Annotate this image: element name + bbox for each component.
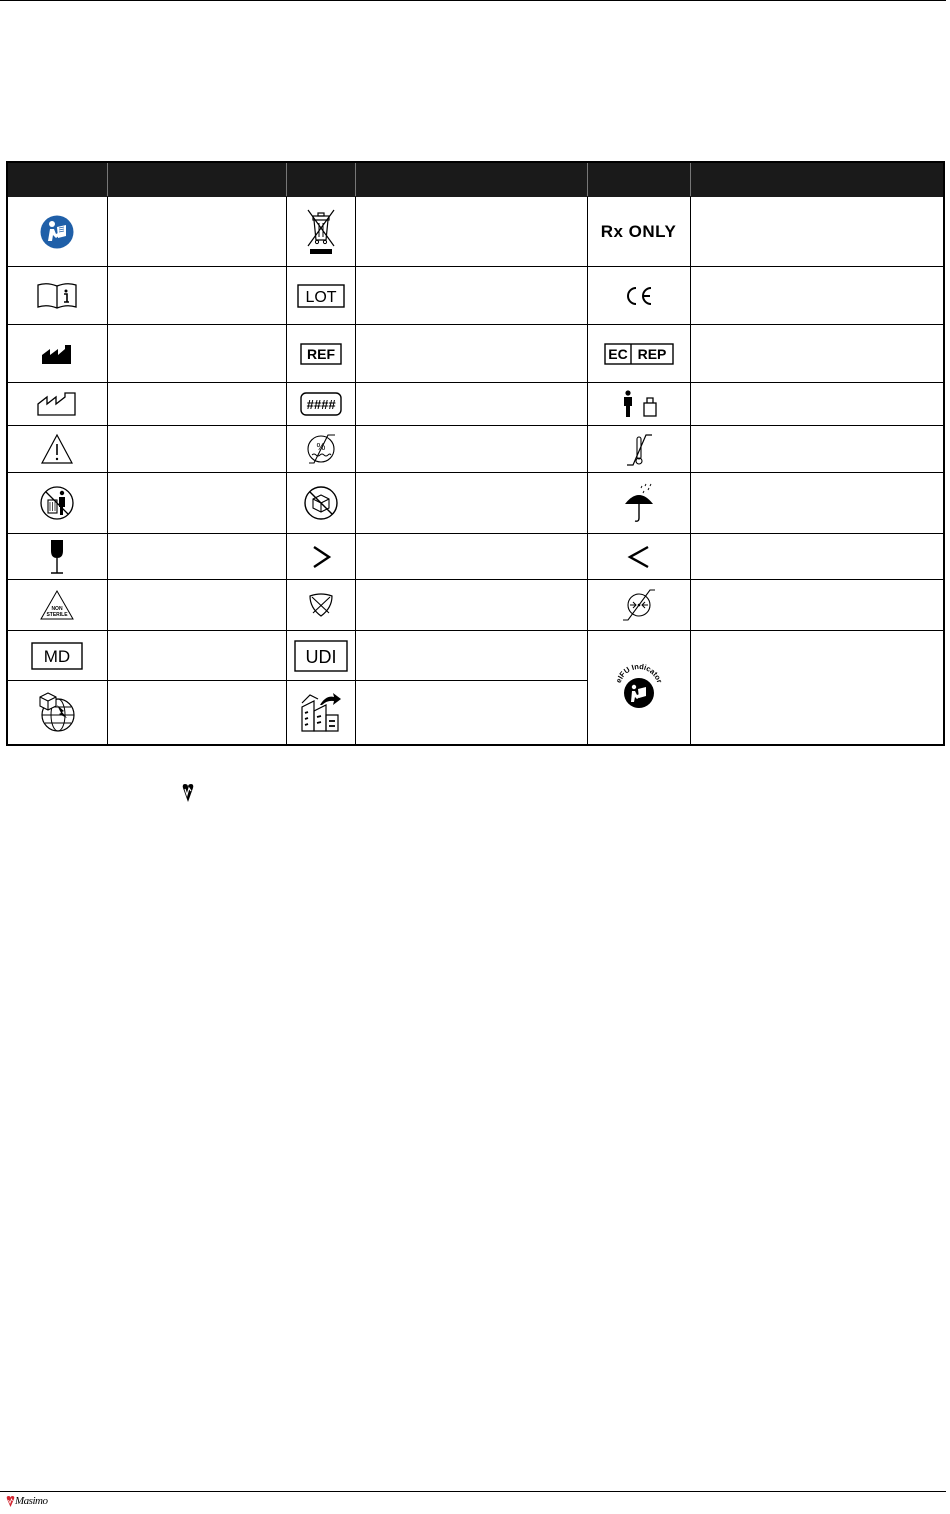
humidity-text: % xyxy=(316,442,325,453)
weee-crossed-bin-icon xyxy=(286,197,355,267)
ref-text: REF xyxy=(306,345,335,362)
ec-text: EC xyxy=(607,345,628,362)
temperature-limit-icon xyxy=(587,426,690,473)
masimo-logo xyxy=(6,1494,46,1510)
header-description-1 xyxy=(107,162,286,197)
greater-than-icon xyxy=(286,534,355,580)
serial-hash-mark xyxy=(286,383,355,426)
description-cell xyxy=(107,267,286,325)
description-cell xyxy=(107,325,286,383)
description-cell xyxy=(355,473,587,534)
table-row xyxy=(7,426,944,473)
latex-free-icon xyxy=(286,580,355,631)
description-cell xyxy=(355,631,587,681)
description-cell xyxy=(355,426,587,473)
table-row xyxy=(7,383,944,426)
patient-weight-icon xyxy=(587,383,690,426)
header-description-3 xyxy=(690,162,944,197)
description-cell xyxy=(355,325,587,383)
humidity-limit-icon xyxy=(286,426,355,473)
description-cell xyxy=(107,631,286,681)
header-symbol-3 xyxy=(587,162,690,197)
fragile-glass-icon xyxy=(7,534,107,580)
ce-text: CE xyxy=(623,285,625,287)
header-symbol-2 xyxy=(286,162,355,197)
instructions-booklet-icon xyxy=(7,267,107,325)
description-cell xyxy=(355,267,587,325)
table-row xyxy=(7,473,944,534)
table-row xyxy=(7,197,944,267)
atmospheric-pressure-icon xyxy=(587,580,690,631)
description-cell xyxy=(690,534,944,580)
distributor-building-icon xyxy=(286,681,355,745)
caution-triangle-icon xyxy=(7,426,107,473)
description-cell xyxy=(107,426,286,473)
non-sterile-line2: STERILE xyxy=(46,612,68,618)
rx-only-mark xyxy=(587,197,690,267)
keep-dry-umbrella-icon xyxy=(587,473,690,534)
masimo-pulse-icon xyxy=(181,783,195,803)
efu-indicator-icon xyxy=(587,631,690,745)
masimo-logo-text: Masimo xyxy=(15,1495,48,1507)
description-cell xyxy=(690,267,944,325)
description-cell xyxy=(690,473,944,534)
rx-only-text: Rx ONLY xyxy=(600,221,677,241)
lot-text: LOT xyxy=(304,288,337,306)
description-cell xyxy=(690,631,944,745)
description-cell xyxy=(107,534,286,580)
do-not-use-damaged-package-icon xyxy=(286,473,355,534)
table-row xyxy=(7,267,944,325)
table-row xyxy=(7,580,944,631)
description-cell xyxy=(690,325,944,383)
symbols-table xyxy=(6,161,945,746)
description-cell xyxy=(355,197,587,267)
masimo-heart-icon xyxy=(6,1496,15,1508)
description-cell xyxy=(690,426,944,473)
udi-mark xyxy=(286,631,355,681)
header-symbol-1 xyxy=(7,162,107,197)
table-row xyxy=(7,325,944,383)
header-description-2 xyxy=(355,162,587,197)
non-sterile-line1: NON xyxy=(51,606,63,612)
description-cell xyxy=(355,580,587,631)
less-than-icon xyxy=(587,534,690,580)
description-cell xyxy=(107,383,286,426)
description-cell xyxy=(107,473,286,534)
table-row xyxy=(7,534,944,580)
md-text: MD xyxy=(44,646,71,666)
top-rule xyxy=(0,0,946,1)
ref-mark xyxy=(286,325,355,383)
md-mark xyxy=(7,631,107,681)
table-header-row xyxy=(7,162,944,197)
importer-globe-icon xyxy=(7,681,107,745)
description-cell xyxy=(690,580,944,631)
description-cell xyxy=(107,681,286,745)
rep-text: REP xyxy=(637,345,666,362)
udi-text: UDI xyxy=(305,646,336,667)
description-cell xyxy=(107,580,286,631)
ce-mark xyxy=(587,267,690,325)
table-row xyxy=(7,631,944,681)
ec-rep-mark xyxy=(587,325,690,383)
lot-mark xyxy=(286,267,355,325)
date-of-manufacture-icon xyxy=(7,383,107,426)
description-cell xyxy=(355,681,587,745)
efu-text: eIFU Indicator xyxy=(613,662,664,685)
manufacturer-factory-icon xyxy=(7,325,107,383)
description-cell xyxy=(690,383,944,426)
bottom-rule xyxy=(0,1491,946,1492)
no-trash-disposal-icon xyxy=(7,473,107,534)
non-sterile-icon xyxy=(7,580,107,631)
description-cell xyxy=(107,197,286,267)
consult-ifu-mandatory-icon xyxy=(7,197,107,267)
serial-text: #### xyxy=(306,397,335,412)
description-cell xyxy=(355,383,587,426)
description-cell xyxy=(690,197,944,267)
description-cell xyxy=(355,534,587,580)
